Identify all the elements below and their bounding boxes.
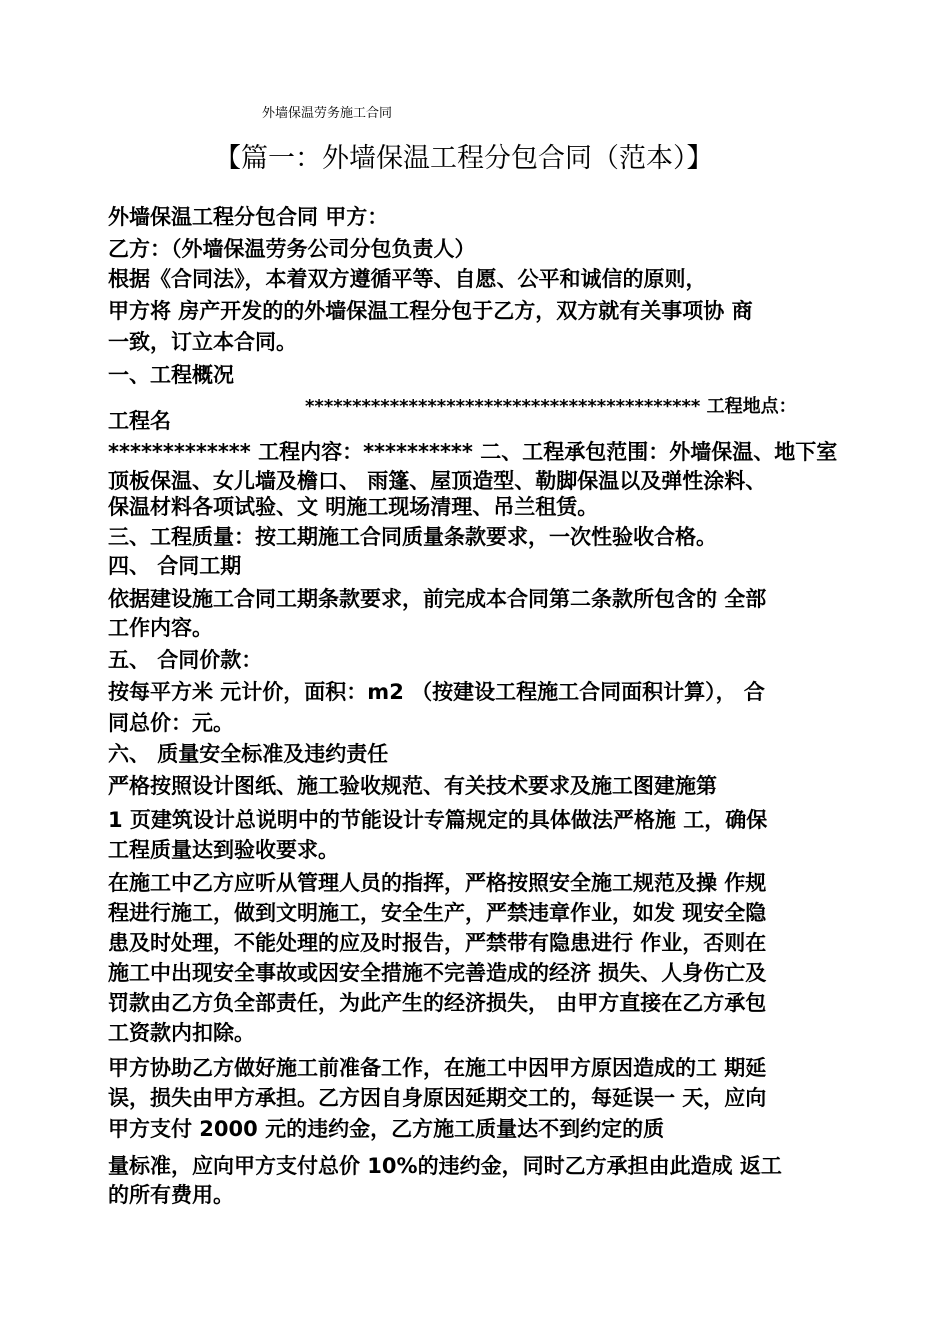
paragraph-line: 甲方支付 2000 元的违约金，乙方施工质量达不到约定的质 [108, 1117, 665, 1141]
section-heading: 一、工程概况 [108, 363, 234, 387]
running-header: 外墙保温劳务施工合同 [262, 106, 393, 121]
paragraph-line: 按每平方米 元计价，面积：m2 （按建设工程施工合同面积计算）， 合 [108, 680, 765, 704]
paragraph-line: 1 页建筑设计总说明中的节能设计专篇规定的具体做法严格施 工，确保 [108, 808, 768, 832]
paragraph-line: 工作内容。 [108, 616, 213, 640]
paragraph-line: 外墙保温工程分包合同 甲方： [108, 205, 389, 229]
section-heading: 三、工程质量：按工期施工合同质量条款要求，一次性验收合格。 [108, 525, 717, 549]
paragraph-line: 程进行施工，做到文明施工，安全生产，严禁违章作业，如发 现安全隐 [108, 901, 767, 925]
paragraph-line: 量标准，应向甲方支付总价 10%的违约金，同时乙方承担由此造成 返工 [108, 1154, 782, 1178]
paragraph-line: 工程名 [108, 409, 171, 433]
paragraph-line: 保温材料各项试验、文 明施工现场清理、吊兰租赁。 [108, 495, 599, 519]
paragraph-line: 甲方协助乙方做好施工前准备工作，在施工中因甲方原因造成的工 期延 [108, 1056, 767, 1080]
paragraph-line: 一致，订立本合同。 [108, 330, 297, 354]
paragraph-line: 工资款内扣除。 [108, 1021, 255, 1045]
paragraph-line: ************* 工程内容：********** 二、工程承包范围：外墙保温、地下室 [108, 440, 838, 464]
paragraph-line: 顶板保温、女儿墙及檐口、 雨篷、屋顶造型、勒脚保温以及弹性涂料、 [108, 469, 767, 493]
section-heading: 四、 合同工期 [108, 554, 242, 578]
paragraph-line: 工程质量达到验收要求。 [108, 838, 339, 862]
paragraph-line: 甲方将 房产开发的的外墙保温工程分包于乙方，双方就有关事项协 商 [108, 299, 753, 323]
paragraph-line: 患及时处理，不能处理的应及时报告，严禁带有隐患进行 作业，否则在 [108, 931, 767, 955]
document-title: 【篇一：外墙保温工程分包合同（范本）】 [214, 143, 714, 174]
section-heading: 五、 合同价款： [108, 648, 263, 672]
paragraph-line: ****************************************** 工程地点： [305, 396, 797, 417]
paragraph-line: 乙方：（外墙保温劳务公司分包负责人） [108, 237, 476, 261]
paragraph-line: 依据建设施工合同工期条款要求，前完成本合同第二条款所包含的 全部 [108, 587, 767, 611]
paragraph-line: 误，损失由甲方承担。乙方因自身原因延期交工的，每延误一 天，应向 [108, 1086, 767, 1110]
paragraph-line: 根据《合同法》，本着双方遵循平等、自愿、公平和诚信的原则， [108, 267, 707, 291]
section-heading: 六、 质量安全标准及违约责任 [108, 742, 389, 766]
paragraph-line: 施工中出现安全事故或因安全措施不完善造成的经济 损失、人身伤亡及 [108, 961, 767, 985]
paragraph-line: 在施工中乙方应听从管理人员的指挥，严格按照安全施工规范及操 作规 [108, 871, 767, 895]
paragraph-line: 的所有费用。 [108, 1183, 234, 1207]
paragraph-line: 严格按照设计图纸、施工验收规范、有关技术要求及施工图建施第 [108, 774, 717, 798]
paragraph-line: 罚款由乙方负全部责任，为此产生的经济损失， 由甲方直接在乙方承包 [108, 991, 767, 1015]
paragraph-line: 同总价：元。 [108, 711, 234, 735]
